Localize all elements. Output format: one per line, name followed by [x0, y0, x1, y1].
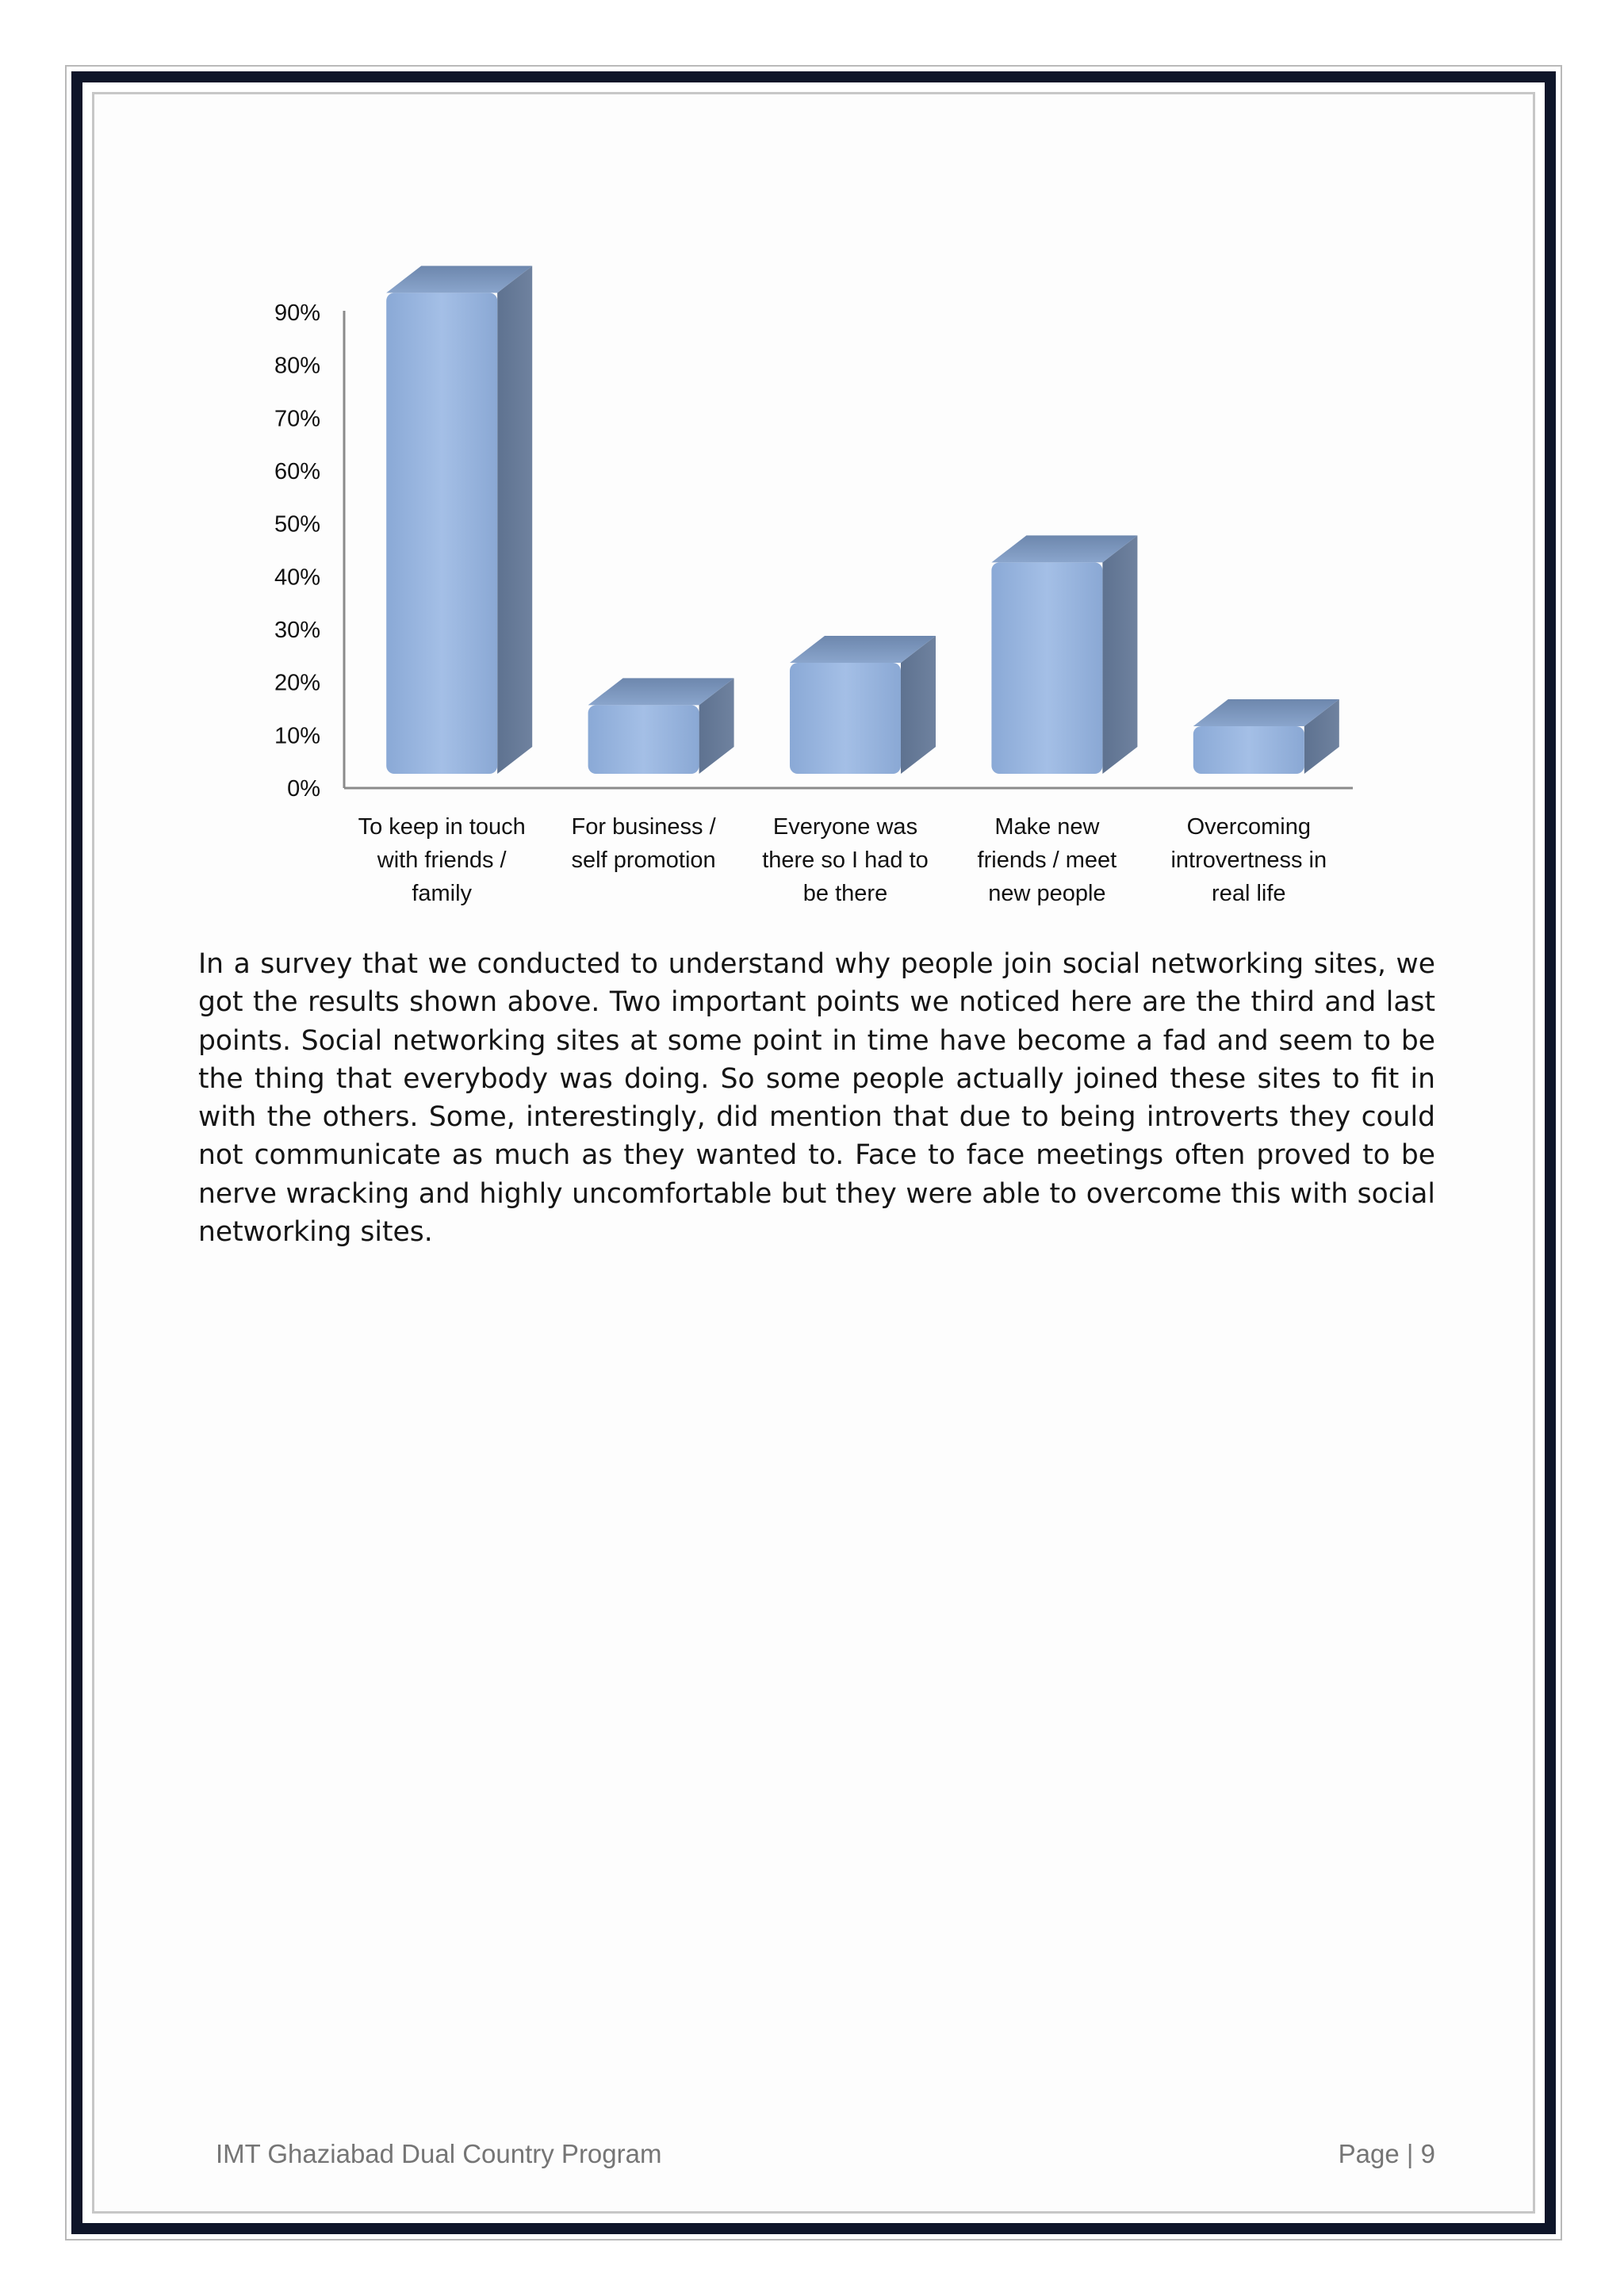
footer-page-digit: 9 [1420, 2139, 1435, 2168]
category-label: For business / self promotion [571, 814, 716, 873]
bar-side [497, 266, 532, 774]
y-axis-ticks [274, 300, 320, 802]
bar-chart-svg [254, 254, 1396, 936]
y-tick-label: 30% [274, 618, 320, 643]
footer-page-label: Page [1338, 2139, 1400, 2168]
y-tick-label: 20% [274, 670, 320, 696]
y-tick-label: 10% [274, 723, 320, 749]
y-tick-label: 40% [274, 564, 320, 591]
bar [386, 266, 532, 774]
y-tick-label: 0% [287, 776, 320, 802]
y-tick-label: 50% [274, 511, 320, 538]
bar-front [386, 293, 497, 774]
category-label: Overcoming introvertness in real life [1170, 814, 1327, 906]
footer-page-number [1339, 2139, 1435, 2169]
y-tick-label: 90% [274, 300, 320, 326]
bar-front [991, 562, 1102, 774]
x-axis-labels [358, 814, 1327, 906]
footer-separator: | [1406, 2139, 1414, 2168]
bar-chart [254, 254, 1396, 936]
y-tick-label: 80% [274, 353, 320, 379]
bar [1193, 699, 1339, 774]
y-tick-label: 70% [274, 406, 320, 432]
bar-front [588, 705, 699, 774]
bar-front [1193, 726, 1304, 774]
bar-side [1102, 535, 1137, 774]
footer-program-name: IMT Ghaziabad Dual Country Program [216, 2139, 662, 2168]
bars [386, 266, 1339, 774]
y-tick-label: 60% [274, 459, 320, 484]
category-label: Everyone was there so I had to be there [762, 814, 929, 906]
bar [588, 678, 734, 774]
category-label: To keep in touch with friends / family [358, 814, 526, 906]
category-label: Make new friends / meet new people [977, 814, 1117, 906]
bar [790, 636, 936, 774]
bar-front [790, 663, 901, 774]
bar [991, 535, 1137, 774]
body-paragraph: In a survey that we conducted to understand why people join social networking sites, we got the results shown above. Two important points we noticed here are the third and last points. Social networking sites at some point in time have become a fad and seem to be the thing that everybody was doing. So some people actually joined these sites to fit in with the others. Some, interestingly, did mention that due to being introverts they could not communicate as much as they wanted to. Face to face meetings often proved to be nerve wracking and highly uncomfortable but they were able to overcome this with social networking sites. [198, 948, 1435, 1249]
